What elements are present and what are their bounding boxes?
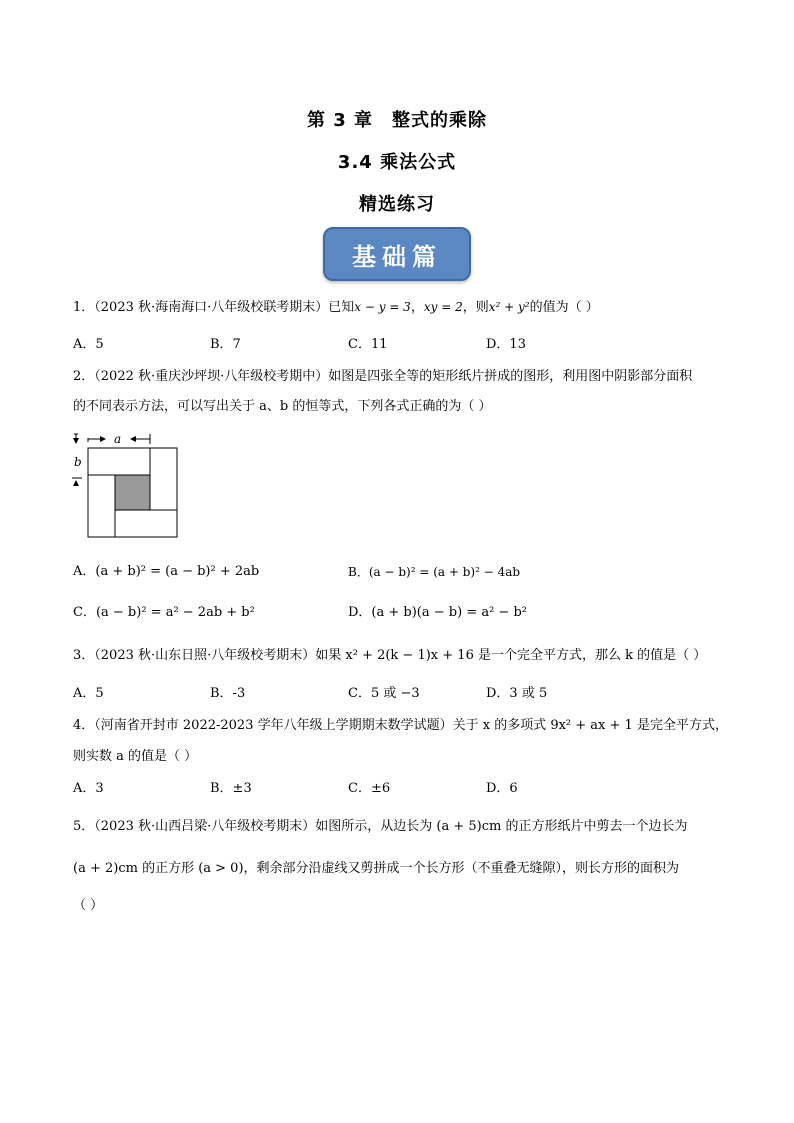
- q1-text-a: 1．（2023 秋·海南海口·八年级校联考期末）已知: [73, 300, 355, 315]
- q1-option-a[interactable]: A．5: [73, 337, 104, 352]
- question-4-line-2: 则实数 a 的值是（ ）: [73, 749, 198, 764]
- question-3-stem: 3．（2023 秋·山东日照·八年级校考期末）如果 x² + 2(k − 1)x + 16 是一个完全平方式，那么 k 的值是（ ）: [73, 648, 707, 663]
- q1-option-b[interactable]: B．7: [210, 337, 241, 352]
- q2-option-d[interactable]: D．(a + b)(a − b) = a² − b²: [348, 605, 527, 620]
- question-5-line-2: (a + 2)cm 的正方形 (a > 0)，剩余部分沿虚线又剪拼成一个长方形（不重叠无缝隙），则长方形的面积为: [73, 861, 680, 876]
- q1-math-b: xy = 2: [423, 300, 463, 314]
- subtitle: 精选练习: [359, 194, 435, 215]
- fig-label-a: a: [114, 432, 122, 446]
- question-4-line-1: 4．（河南省开封市 2022-2023 学年八年级上学期期末数学试题）关于 x 的多项式 9x² + ax + 1 是完全平方式，: [73, 718, 728, 733]
- q4-option-c[interactable]: C．±6: [348, 781, 391, 796]
- q4-option-d[interactable]: D．6: [486, 781, 518, 796]
- q3-option-d[interactable]: D．3 或 5: [486, 686, 548, 701]
- q2-option-c[interactable]: C．(a − b)² = a² − 2ab + b²: [73, 605, 255, 620]
- q1-math-c: x² + y²: [488, 300, 530, 314]
- q1-text-c: 的值为（ ）: [529, 300, 599, 315]
- q3-option-a[interactable]: A．5: [73, 686, 104, 701]
- fig-label-b: b: [74, 455, 82, 469]
- q1-math-a: x − y = 3: [354, 300, 411, 314]
- q1-sep: ，: [410, 300, 424, 315]
- q4-option-a[interactable]: A．3: [73, 781, 104, 796]
- q2-option-a[interactable]: A．(a + b)² = (a − b)² + 2ab: [73, 564, 260, 579]
- q2-option-b[interactable]: B．(a − b)² = (a + b)² − 4ab: [348, 565, 521, 579]
- shaded-square: [115, 475, 150, 510]
- q3-option-c[interactable]: C．5 或 −3: [348, 686, 420, 701]
- q1-option-c[interactable]: C．11: [348, 337, 388, 352]
- chapter-title: 第 3 章 整式的乘除: [306, 110, 488, 131]
- question-2-line-2: 的不同表示方法，可以写出关于 a、b 的恒等式，下列各式正确的为（ ）: [73, 399, 492, 414]
- question-1-stem: [73, 298, 599, 317]
- question-2-line-1: 2．（2022 秋·重庆沙坪坝·八年级校考期中）如图是四张全等的矩形纸片拼成的图形，利用图中阴影部分面积: [73, 369, 693, 384]
- question-5-line-3: （ ）: [73, 898, 104, 913]
- section-title: 3.4 乘法公式: [337, 152, 457, 173]
- four-rectangles-figure: [68, 428, 183, 540]
- q3-option-b[interactable]: B．-3: [210, 686, 246, 701]
- level-badge: 基础篇: [323, 227, 471, 281]
- q1-option-d[interactable]: D．13: [486, 337, 526, 352]
- question-5-line-1: 5．（2023 秋·山西吕梁·八年级校考期末）如图所示，从边长为 (a + 5)cm 的正方形纸片中剪去一个边长为: [73, 819, 688, 834]
- q4-option-b[interactable]: B．±3: [210, 781, 252, 796]
- q1-text-b: ，则: [462, 300, 489, 315]
